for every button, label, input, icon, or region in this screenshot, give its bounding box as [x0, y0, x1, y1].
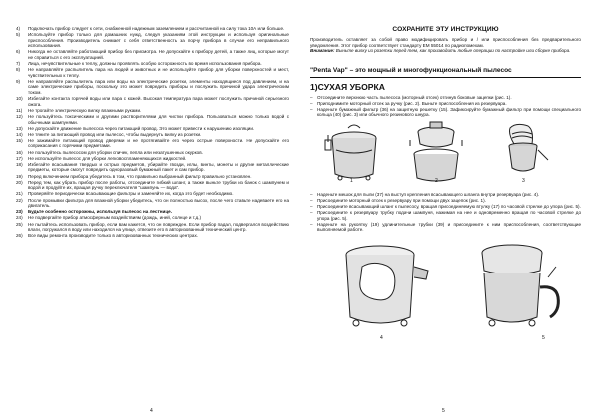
steps-list-bottom [310, 192, 581, 233]
rule-number: 4) [16, 26, 21, 31]
intro-paragraph: Производитель оставляет за собой право модифицировать прибор и / или приспособления без предварительного уведомления. Этот прибор соответствует стандарту ЕМ 55014 по радиопомехам. [310, 37, 581, 48]
step-item [310, 101, 581, 107]
rule-text: Проверяйте периодически всасывающие фильтры и заменяйте их, когда это будет необходимо. [28, 191, 234, 197]
rule-number: 6) [16, 49, 21, 55]
rule-text: Избегайте контакта горячей воды или пара с кожей. Высокая температура пара может послужить причиной серьезного ожога. [28, 96, 289, 107]
rule-number: 5) [16, 32, 21, 38]
rule-text: Не пытайтесь использовать прибор, если вам кажется, что он поврежден. Если прибор падал, подвергался воздействию влаги, погружался в воду или находился на улице, отвезите его в авторизованный технический центр. [28, 221, 289, 233]
rule-item [16, 150, 289, 156]
rule-number: 13) [16, 125, 23, 131]
warning-note [310, 48, 581, 54]
rule-number: 22) [16, 197, 23, 203]
rule-text: Не пользуйтесь пылесосом для уборки спичек, пепла или незатушенных окурков. [28, 149, 203, 155]
rule-item [16, 96, 289, 107]
rule-number: 16) [16, 149, 23, 155]
rule-item [16, 156, 289, 162]
brand-line: "Penta Vap" – это мощный и многофункциональный пылесос [310, 66, 512, 74]
rule-item [16, 49, 289, 60]
rule-text: Не направляйте распылитель пара на людей и животных и не используйте прибор для уборки поверхностей и мест, чувствительных к теплу. [28, 67, 289, 78]
rule-text: Не подвергайте прибор атмосферным воздействиям (дождь, иней, солнце и т.д.) [28, 215, 202, 221]
rule-number: 23) [16, 209, 23, 215]
rule-number: 11) [16, 107, 23, 113]
rule-text: После промывки фильтра для влажной уборки убедитесь, что он полностью высох, после чего ставьте надеваете его на двигатель. [28, 197, 289, 209]
bullet-dash: – [310, 203, 313, 209]
rule-text: Лица, нечувствительные к теплу, должны проявлять особую осторожность во время использования прибора. [28, 61, 262, 67]
step-text: Присоедините моторный отсек к резервуару при помощи двух зацепок (рис. 1). [317, 197, 486, 203]
rule-text: Не зажимайте питающий провод дверями и не протягивайте его через острые поверхности. Не допускайте его соприкасания с горячими предметами. [28, 137, 289, 149]
rule-text: Перед тем, как убрать прибор после работы, отсоедините гибкий шланг, а также выньте трубки из банок с шампунем и водой и продуйте их, вращая ручку переключателя "шампунь — вода". [28, 179, 289, 191]
left-page [0, 0, 297, 420]
rule-text: Не тяните за питающий провод или пылесос, чтобы выдернуть вилку из розетки. [28, 131, 202, 137]
step-item [310, 192, 581, 198]
rule-number: 15) [16, 137, 23, 143]
step-item [310, 198, 581, 204]
figure-3-label: 3 [522, 177, 525, 184]
rule-item [16, 32, 289, 49]
figure-5-hose-connect [462, 237, 572, 337]
figure-2-label: 2 [435, 177, 438, 184]
rule-item [16, 174, 289, 180]
warning-text: Выньте вилку из розетки перед тем, как производить любые операции по настройке или сборке прибора. [334, 48, 571, 54]
step-item [310, 95, 581, 101]
rule-number: 19) [16, 173, 23, 179]
section-title: 1)СУХАЯ УБОРКА [310, 81, 385, 92]
rule-item [16, 198, 289, 209]
rule-text: Не допускайте движение пылесоса через питающий провод. Это может привести к нарушению изоляции. [28, 125, 255, 131]
rule-item [16, 108, 289, 114]
figure-4-label: 4 [380, 334, 383, 341]
bullet-dash: – [310, 221, 313, 227]
rule-item [16, 114, 289, 125]
rule-number: 7) [16, 61, 21, 67]
figure-1-vacuum-open-clips [322, 120, 392, 186]
rule-number: 9) [16, 78, 21, 84]
rule-text: Не направляйте распылитель пара или воды на электрические розетки, элементы находящиеся под давлением, и на саме электрические приборы, поскольку это может повредить приборы и послужить причиной удара электрическим током. [28, 78, 289, 95]
figure-2-lift-motor [402, 120, 470, 186]
figure-1-label: 1 [350, 177, 353, 184]
rule-number: 24) [16, 215, 23, 221]
step-text: Приподнимите моторный отсек за ручку (рис. 2). Выньте приспособления из резервуара. [317, 100, 507, 106]
safety-rules-list [16, 26, 289, 239]
rule-text: Избегайте всасывания твердых и острых предметов, убирайте гвозди, иглы, винты, монеты и другие металлические предметы, которые смогут повредить одноразовый бумажный пакет и сам прибор. [28, 161, 289, 173]
step-text: Присоедините к резервуару трубку подачи шампуня, нажимая на нее и одновременно вращая по часовой стрелке до упора (рис. 5). [317, 209, 581, 221]
steps-list-top [310, 95, 581, 118]
rule-text: Не пользуйтесь токсическими и другими растворителями для чистки прибора. Пользоваться можно только водой с обычными шампунями. [28, 113, 289, 125]
rule-number: 25) [16, 221, 23, 227]
rule-text: Никогда не оставляйте работающий прибор без присмотра. Не допускайте к прибору детей, а также лиц, которые могут не справиться с его эксплуатацией. [28, 49, 289, 60]
rule-text: Подключать прибор следует к сети, снабженной надежным заземлением и рассчитанной на силу тока 10А или больше. [28, 26, 285, 31]
rule-number: 21) [16, 191, 23, 197]
divider [310, 77, 581, 78]
warning-label: Внимание: [310, 48, 335, 54]
step-text: Наденьте бумажный фильтр (36) на защитную решетку (15). Зафиксируйте бумажный фильтр при помощи специального кольца (40) (рис. 3) или обычного резинового шнура. [317, 106, 581, 118]
rule-item [16, 126, 289, 132]
rule-text: Не используйте пылесос для уборки легковоспламеняющихся жидкостей. [28, 155, 187, 161]
rule-number: 8) [16, 67, 21, 73]
bullet-dash: – [310, 197, 313, 203]
rule-item [16, 222, 289, 233]
bullet-dash: – [310, 100, 313, 106]
rule-number: 10) [16, 96, 23, 102]
rule-item [16, 67, 289, 78]
step-item [310, 222, 581, 233]
rule-number: 14) [16, 131, 23, 137]
rule-item [16, 61, 289, 67]
bullet-dash: – [310, 209, 313, 215]
rule-number: 20) [16, 179, 23, 185]
step-item [310, 204, 581, 210]
figure-3-paper-filter [488, 120, 558, 186]
rule-text: Перед включением прибора убедитесь в том, что правильно выбранный фильтр правильно установлен. [28, 173, 252, 179]
rule-item [16, 180, 289, 191]
rule-item [16, 215, 289, 221]
rule-item [16, 79, 289, 96]
rule-text: Используйте прибор только для домашних нужд, следуя указаниям этой инструкции и используя оригинальные приспособления. Производитель снимает с себя ответственность за порчу прибора в случае его неправильного использования. [28, 32, 289, 49]
page-number-right: 5 [442, 408, 445, 414]
rule-number: 17) [16, 155, 23, 161]
figures-row-bottom [310, 237, 581, 345]
rule-item [16, 162, 289, 173]
step-text: Наденьте на рукоятку (19) удлинительные трубки (39) и присоедините к ним приспособления, соответствующие выполняемой работе. [317, 221, 581, 233]
right-page [300, 0, 595, 420]
rule-item [16, 209, 289, 215]
rule-number: 12) [16, 113, 23, 119]
figure-4-dust-bag [328, 237, 438, 337]
rule-text: Не трогайте электрическую вилку влажными руками. [28, 107, 142, 113]
rule-item [16, 191, 289, 197]
figures-row-top [310, 120, 581, 188]
step-text: Присоедините всасывающий шланг к пылесосу, вращая присоединяемую втулку (17) по часовой стрелке до упора (рис. 5). [317, 203, 581, 209]
step-text: Наденьте мешок для пыли (37) на выступ крепления всасывающего шланга внутри резервуара (рис. 4). [317, 191, 540, 197]
bullet-dash: – [310, 106, 313, 112]
rule-item [16, 132, 289, 138]
bullet-dash: – [310, 94, 313, 100]
step-item [310, 107, 581, 118]
rule-text: Все виды ремонта производите только в авторизованных технических центрах. [28, 233, 199, 239]
rule-item [16, 138, 289, 149]
rule-text: Будьте особенно осторожны, используя пылесос на лестнице. [28, 209, 172, 215]
step-item [310, 210, 581, 221]
rule-number: 18) [16, 161, 23, 167]
figure-5-label: 5 [542, 334, 545, 341]
bullet-dash: – [310, 191, 313, 197]
rule-item [16, 233, 289, 239]
rule-item [16, 26, 289, 32]
page-number-left: 4 [150, 408, 153, 414]
page-heading: СОХРАНИТЕ ЭТУ ИНСТРУКЦИЮ [392, 26, 499, 33]
step-text: Отсоедините верхнюю часть пылесоса (моторный отсек) отгинув боковые зацепки (рис. 1). [317, 94, 512, 100]
rule-number: 26) [16, 233, 23, 239]
